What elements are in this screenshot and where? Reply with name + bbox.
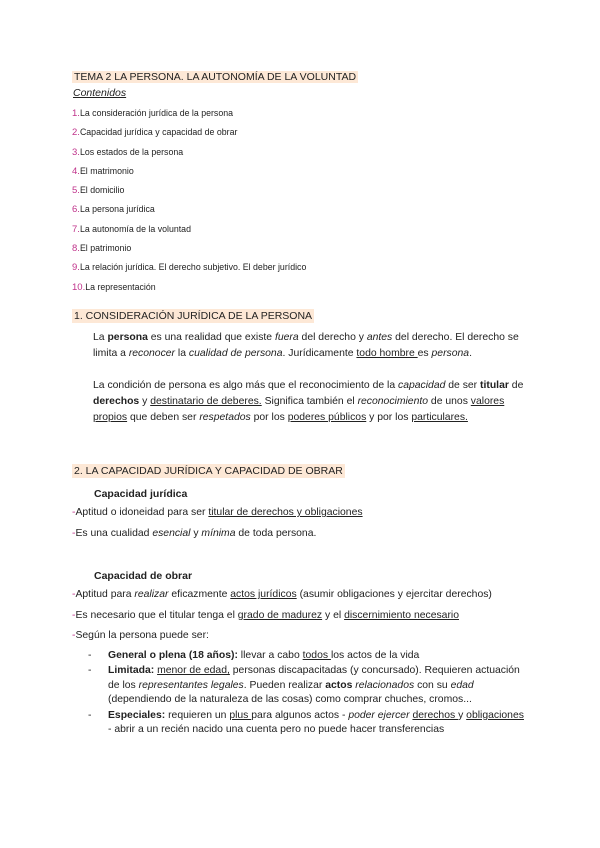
- dash-marker: -: [72, 589, 76, 600]
- underlined-text: plus: [229, 709, 252, 721]
- italic-text: poder ejercer: [348, 709, 410, 721]
- cj-line-2: [72, 528, 316, 539]
- underlined-text: poderes públicos: [287, 412, 367, 423]
- underlined-text: titular de derechos y obligaciones: [208, 507, 363, 518]
- italic-text: esencial: [152, 528, 191, 539]
- toc-label: La consideración jurídica de la persona: [79, 108, 234, 118]
- bold-text: derechos: [93, 396, 140, 407]
- dash-marker: -: [88, 665, 92, 677]
- text: la: [175, 348, 189, 359]
- co-line-1: [72, 589, 492, 600]
- text: . Jurídicamente: [282, 348, 357, 359]
- capacidad-obrar-types: [88, 649, 528, 738]
- underlined-text: obligaciones: [466, 709, 524, 721]
- toc-label: Capacidad jurídica y capacidad de obrar: [79, 127, 238, 138]
- toc-label: El domicilio: [79, 185, 125, 196]
- toc-label: La autonomía de la voluntad: [79, 223, 191, 234]
- italic-text: antes: [366, 332, 393, 343]
- toc-number: 4.: [72, 165, 80, 177]
- co-line-3: [72, 630, 209, 641]
- underlined-text: particulares.: [411, 412, 468, 423]
- toc-item: [72, 222, 306, 241]
- text: (dependiendo de la naturaleza de las cosas) como comprar chuches, cromos...: [108, 694, 472, 706]
- text: y: [139, 396, 151, 407]
- underlined-text: valores propios: [93, 396, 505, 423]
- italic-text: cualidad de persona: [188, 348, 283, 359]
- section-heading-1: 1. CONSIDERACIÓN JURÍDICA DE LA PERSONA: [74, 310, 313, 322]
- text: .: [469, 348, 472, 359]
- italic-text: edad: [450, 679, 474, 691]
- bold-text: Limitada:: [108, 665, 155, 677]
- section1-paragraph-1: [93, 330, 525, 362]
- toc-number: 8.: [72, 243, 80, 255]
- underlined-text: destinatario de deberes.: [150, 396, 262, 407]
- list-item: [88, 649, 528, 663]
- toc-number: 5.: [72, 185, 80, 197]
- section-heading-2: 2. LA CAPACIDAD JURÍDICA Y CAPACIDAD DE OBRAR: [74, 465, 343, 477]
- italic-text: persona: [431, 348, 470, 359]
- capacidad-juridica-title: Capacidad jurídica: [94, 488, 188, 500]
- toc-label: Los estados de la persona: [79, 146, 184, 157]
- toc-item: [72, 260, 306, 279]
- text: Es necesario que el titular tenga el: [75, 610, 238, 621]
- text: personas discapacitadas (y concursado). Requieren actuación de los: [108, 665, 520, 691]
- underlined-text: todos: [302, 650, 331, 661]
- text: y el: [322, 610, 345, 621]
- bold-text: titular: [480, 380, 509, 391]
- underlined-text: todo hombre: [356, 348, 418, 359]
- dash-marker: -: [88, 709, 92, 721]
- list-item: [88, 664, 528, 707]
- text: eficazmente: [168, 589, 231, 600]
- text: de toda persona.: [235, 528, 317, 539]
- toc-number: 2.: [72, 127, 80, 139]
- toc-item: [72, 106, 306, 125]
- text: es una realidad que existe: [147, 332, 275, 343]
- dash-marker: -: [72, 528, 76, 539]
- toc-item: [72, 183, 306, 202]
- underlined-text: actos jurídicos: [230, 589, 297, 600]
- cj-line-1: [72, 507, 363, 518]
- text: . Pueden realizar: [243, 679, 326, 691]
- italic-text: mínima: [201, 528, 236, 539]
- list-item: [88, 709, 528, 738]
- text: Según la persona puede ser:: [75, 630, 209, 641]
- text: del derecho. El derecho se limita a: [93, 332, 519, 359]
- text: con su: [414, 679, 451, 691]
- toc-number: 7.: [72, 223, 80, 235]
- toc-label: La persona jurídica: [79, 204, 155, 215]
- bold-text: persona: [107, 332, 148, 343]
- dash-marker: -: [72, 610, 76, 621]
- text: de unos: [428, 396, 471, 407]
- italic-text: capacidad: [398, 380, 446, 391]
- toc-label: El patrimonio: [79, 243, 132, 254]
- text: (asumir obligaciones y ejercitar derechos): [296, 589, 492, 600]
- text: - abrir a un recién nacido una cuenta pero no puede hacer transferencias: [108, 724, 445, 736]
- text: y: [458, 709, 467, 721]
- italic-text: reconocimiento: [357, 396, 429, 407]
- co-line-2: [72, 610, 459, 621]
- capacidad-obrar-title: Capacidad de obrar: [94, 570, 193, 582]
- text: es: [417, 348, 432, 359]
- toc-label: El matrimonio: [79, 165, 134, 176]
- italic-text: fuera: [274, 332, 299, 343]
- contents-label: Contenidos: [73, 87, 127, 99]
- italic-text: representantes legales: [138, 679, 244, 691]
- italic-text: relacionados: [355, 679, 415, 691]
- dash-marker: -: [72, 507, 76, 518]
- text: de: [508, 380, 524, 391]
- text: del derecho y: [298, 332, 367, 343]
- toc-item: [72, 241, 306, 260]
- text: La condición de persona es algo más que el reconocimiento de la: [93, 380, 398, 391]
- underlined-text: grado de madurez: [237, 610, 323, 621]
- toc-number: 9.: [72, 262, 80, 274]
- text: llevar a cabo: [237, 650, 303, 661]
- toc-item: [72, 202, 306, 221]
- dash-marker: -: [88, 650, 92, 661]
- text: Aptitud para: [75, 589, 135, 600]
- text: Es una cualidad: [75, 528, 153, 539]
- text: de ser: [445, 380, 481, 391]
- toc-item: [72, 280, 306, 299]
- bold-text: Especiales:: [108, 709, 166, 721]
- toc-number: 10.: [72, 281, 86, 293]
- toc-number: 6.: [72, 204, 80, 216]
- text: por los: [250, 412, 288, 423]
- text: requieren un: [165, 709, 230, 721]
- toc-label: La representación: [85, 281, 156, 292]
- toc-item: [72, 125, 306, 144]
- italic-text: respetados: [199, 412, 251, 423]
- italic-text: reconocer: [128, 348, 176, 359]
- bold-text: actos: [325, 679, 353, 691]
- text: los actos de la vida: [330, 650, 420, 661]
- toc-number: 3.: [72, 146, 80, 158]
- bold-text: General o plena (18 años):: [108, 650, 238, 661]
- italic-text: realizar: [134, 589, 169, 600]
- dash-marker: -: [72, 630, 76, 641]
- toc-item: [72, 145, 306, 164]
- toc-label: La relación jurídica. El derecho subjetivo. El deber jurídico: [79, 262, 307, 273]
- text: que deben ser: [127, 412, 200, 423]
- page-title: TEMA 2 LA PERSONA. LA AUTONOMÍA DE LA VOLUNTAD: [74, 71, 357, 83]
- text: La: [93, 332, 108, 343]
- toc-item: [72, 164, 306, 183]
- text: Aptitud o idoneidad para ser: [75, 507, 209, 518]
- text: y por los: [366, 412, 412, 423]
- text: para algunos actos -: [251, 709, 349, 721]
- text: y: [190, 528, 202, 539]
- underlined-text: derechos: [412, 709, 459, 721]
- section1-paragraph-2: [93, 378, 525, 426]
- underlined-text: discernimiento necesario: [344, 610, 460, 621]
- toc-number: 1.: [72, 108, 80, 119]
- text: Significa también el: [261, 396, 358, 407]
- table-of-contents: [72, 106, 306, 299]
- underlined-text: menor de edad,: [157, 665, 230, 677]
